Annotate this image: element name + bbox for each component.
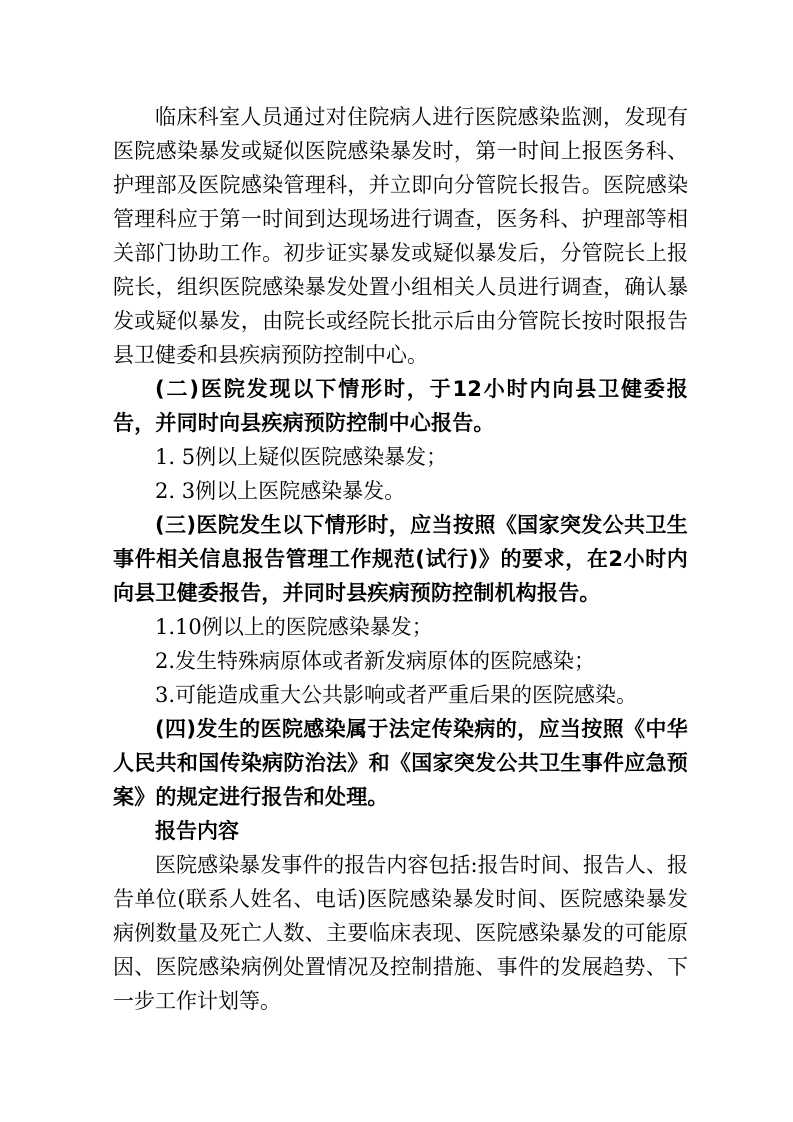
section-2-item-1: 1. 5例以上疑似医院感染暴发； xyxy=(155,445,448,469)
section-3-item-3: 3.可能造成重大公共影响或者严重后果的医院感染。 xyxy=(155,683,638,707)
section-2-title: (二)医院发现以下情形时，于12小时内向县卫健委报告，并同时向县疾病预防控制中心报告。 xyxy=(113,377,688,435)
report-content-paragraph: 医院感染暴发事件的报告内容包括:报告时间、报告人、报告单位(联系人姓名、电话)医院感染暴发时间、医院感染暴发病例数量及死亡人数、主要临床表现、医院感染暴发的可能原因、医院感染病例处置情况及控制措施、事件的发展趋势、下一步工作计划等。 xyxy=(113,853,688,1013)
section-3-item-1: 1.10例以上的医院感染暴发； xyxy=(155,615,433,639)
section-3-item-2: 2.发生特殊病原体或者新发病原体的医院感染； xyxy=(155,649,596,673)
section-2-item-2: 2. 3例以上医院感染暴发。 xyxy=(155,479,406,503)
section-4-title: (四)发生的医院感染属于法定传染病的，应当按照《中华人民共和国传染病防治法》和《国家突发公共卫生事件应急预案》的规定进行报告和处理。 xyxy=(113,717,688,809)
intro-paragraph: 临床科室人员通过对住院病人进行医院感染监测，发现有医院感染暴发或疑似医院感染暴发时，第一时间上报医务科、护理部及医院感染管理科，并立即向分管院长报告。医院感染管理科应于第一时间到达现场进行调查，医务科、护理部等相关部门协助工作。初步证实暴发或疑似暴发后，分管院长上报院长，组织医院感染暴发处置小组相关人员进行调查，确认暴发或疑似暴发，由院长或经院长批示后由分管院长按时限报告县卫健委和县疾病预防控制中心。 xyxy=(113,105,688,367)
section-3-title: (三)医院发生以下情形时，应当按照《国家突发公共卫生事件相关信息报告管理工作规范(试行)》的要求，在2小时内向县卫健委报告，并同时县疾病预防控制机构报告。 xyxy=(113,513,688,605)
document-page xyxy=(113,100,688,1018)
report-content-heading: 报告内容 xyxy=(155,819,239,843)
